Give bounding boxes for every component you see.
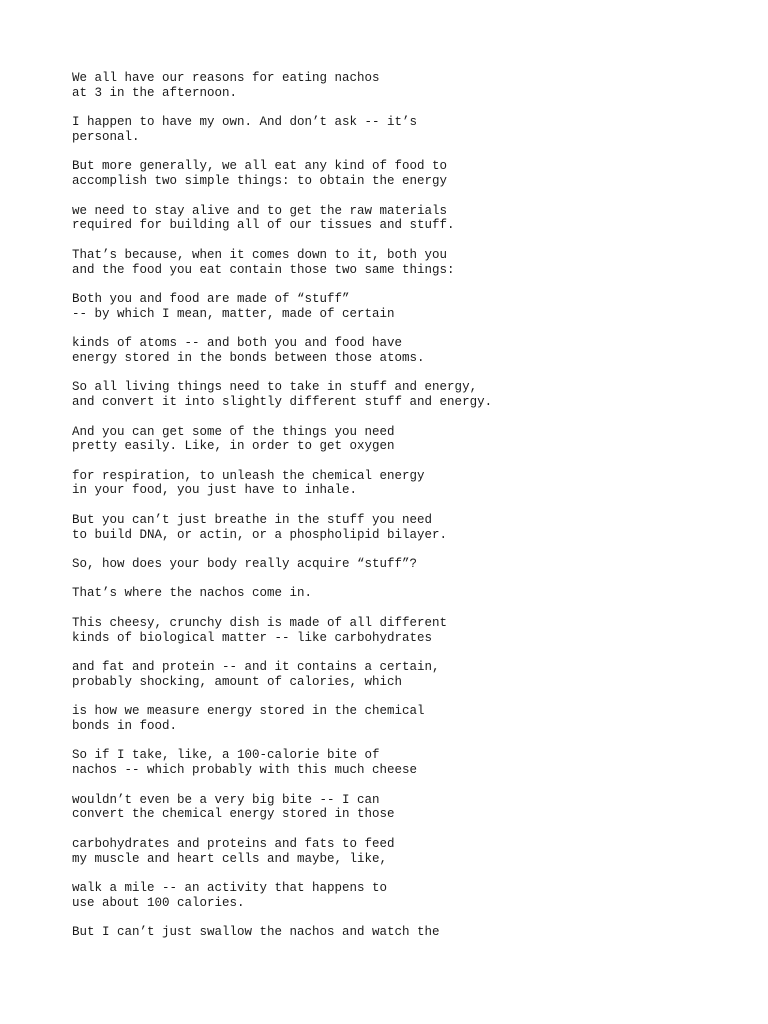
paragraph: So, how does your body really acquire “stuff”? [72, 557, 418, 572]
paragraph: But you can’t just breathe in the stuff you need to build DNA, or actin, or a phospholipid bilayer. [72, 512, 448, 542]
document-page [72, 71, 752, 955]
paragraph: we need to stay alive and to get the raw materials required for building all of our tissues and stuff. [72, 203, 455, 233]
paragraph: kinds of atoms -- and both you and food have energy stored in the bonds between those atoms. [72, 336, 425, 365]
paragraph: wouldn’t even be a very big bite -- I can convert the chemical energy stored in those [72, 792, 395, 822]
paragraph: Both you and food are made of “stuff” -- by which I mean, matter, made of certain [72, 291, 395, 321]
paragraph: That’s where the nachos come in. [72, 586, 313, 601]
paragraph: But more generally, we all eat any kind of food to accomplish two simple things: to obtain the energy [72, 159, 448, 189]
paragraph: So if I take, like, a 100-calorie bite of nachos -- which probably with this much cheese [72, 748, 418, 778]
paragraph: That’s because, when it comes down to it, both you and the food you eat contain those two same things: [72, 247, 455, 277]
paragraph: carbohydrates and proteins and fats to feed my muscle and heart cells and maybe, like, [72, 836, 395, 866]
paragraph: walk a mile -- an activity that happens to use about 100 calories. [72, 880, 388, 910]
paragraph: This cheesy, crunchy dish is made of all different kinds of biological matter -- like carbohydrates [72, 615, 448, 645]
paragraph: We all have our reasons for eating nachos at 3 in the afternoon. [72, 71, 380, 100]
paragraph: for respiration, to unleash the chemical energy in your food, you just have to inhale. [72, 468, 425, 498]
paragraph: And you can get some of the things you need pretty easily. Like, in order to get oxygen [72, 424, 395, 454]
paragraph: and fat and protein -- and it contains a certain, probably shocking, amount of calories, which [72, 660, 440, 689]
paragraph: is how we measure energy stored in the chemical bonds in food. [72, 704, 425, 734]
paragraph: So all living things need to take in stuff and energy, and convert it into slightly different stuff and energy. [72, 380, 493, 410]
paragraph: But I can’t just swallow the nachos and watch the [72, 925, 440, 940]
paragraph: I happen to have my own. And don’t ask -- it’s personal. [72, 115, 418, 144]
